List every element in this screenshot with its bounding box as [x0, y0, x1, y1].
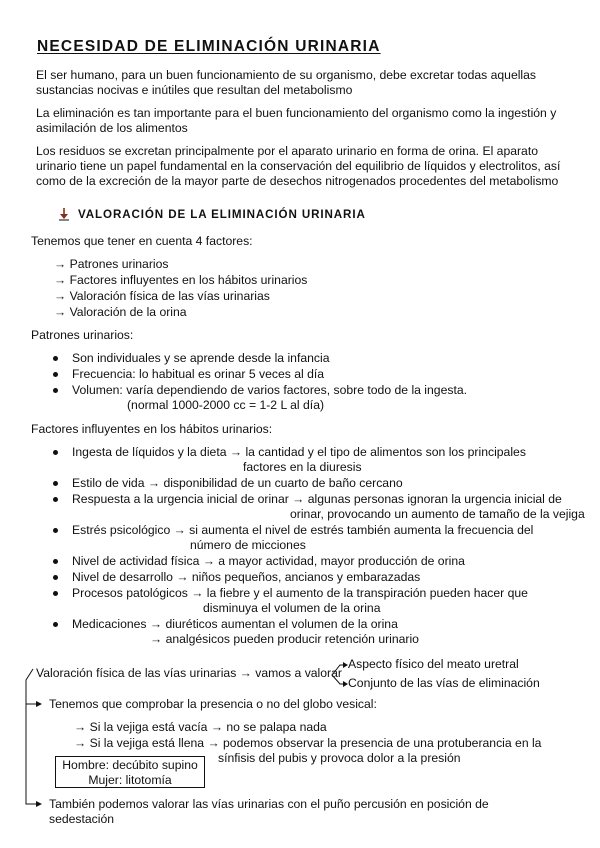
influyentes-item: Procesos patológicos → la fiebre y el aumento de la transpiración pueden hacer que — [72, 586, 528, 600]
valoracion-branch-a: Aspecto físico del meato uretral — [348, 657, 519, 671]
influyentes-item-cont: factores en la diuresis — [243, 460, 362, 474]
vejiga-vacia-line: → Si la vejiga está vacía → no se palapa nada — [74, 720, 327, 734]
factors-intro: Tenemos que tener en cuenta 4 factores: — [31, 234, 253, 248]
vejiga-llena-line: → Si la vejiga está llena → podemos observar la presencia de una protuberancia en la — [74, 736, 542, 750]
influyentes-item: Nivel de actividad física → a mayor actividad, mayor producción de orina — [72, 554, 465, 568]
factor-item: → Patrones urinarios — [54, 257, 169, 271]
patrones-item: Volumen: varía dependiendo de varios factores, sobre todo de la ingesta. — [72, 383, 467, 397]
patrones-item: Frecuencia: lo habitual es orinar 5 veces al día — [72, 367, 325, 381]
factor-item: → Valoración física de las vías urinarias — [54, 289, 270, 303]
factor-item: → Factores influyentes en los hábitos urinarios — [54, 273, 308, 287]
influyentes-heading: Factores influyentes en los hábitos urinarios: — [31, 422, 273, 436]
valoracion-branch-b: Conjunto de las vías de eliminación — [348, 676, 540, 690]
vejiga-llena-cont: sínfisis del pubis y provoca dolor a la presión — [218, 751, 461, 765]
intro-paragraph-1: El ser humano, para un buen funcionamiento de su organismo, debe excretar todas aquellas sustancias nocivas e inútiles que resultan del metabolismo — [36, 68, 537, 97]
box-line-hombre: Hombre: decúbito supino — [62, 758, 198, 772]
globo-vesical-line: Tenemos que comprobar la presencia o no del globo vesical: — [49, 697, 377, 711]
valoracion-fisica-main: Valoración física de las vías urinarias → vamos a valorar — [36, 666, 342, 680]
factor-item: → Valoración de la orina — [54, 305, 187, 319]
influyentes-item: Respuesta a la urgencia inicial de orinar → algunas personas ignoran la urgencia inicial de — [72, 492, 562, 506]
section-heading-text: VALORACIÓN DE LA ELIMINACIÓN URINARIA — [78, 207, 366, 221]
influyentes-item: Estilo de vida → disponibilidad de un cuarto de baño cercano — [72, 476, 403, 490]
puno-percusion-line: También podemos valorar las vías urinarias con el puño percusión en posición de — [49, 797, 489, 811]
intro-paragraph-2: La eliminación es tan importante para el buen funcionamiento del organismo como la ingestión y asimilación de los alimentos — [36, 106, 557, 135]
box-line-mujer: Mujer: litotomía — [88, 772, 172, 787]
influyentes-item: Estrés psicológico → si aumenta el nivel de estrés también aumenta la frecuencia del — [72, 523, 534, 537]
influyentes-item-cont: orinar, provocando un aumento de tamaño de la vejiga — [290, 507, 585, 521]
influyentes-item-cont: → analgésicos pueden producir retención urinario — [150, 632, 419, 646]
volumen-note: (normal 1000-2000 cc = 1-2 L al día) — [127, 398, 325, 412]
influyentes-item-cont: número de micciones — [190, 538, 306, 552]
puno-percusion-cont: sedestación — [49, 812, 115, 826]
patrones-heading: Patrones urinarios: — [31, 328, 134, 342]
patrones-item: Son individuales y se aprende desde la infancia — [72, 351, 330, 365]
position-box — [55, 756, 205, 788]
influyentes-item-cont: disminuya el volumen de la orina — [203, 601, 381, 615]
page-title: NECESIDAD DE ELIMINACIÓN URINARIA — [37, 38, 381, 55]
influyentes-item: Medicaciones → diuréticos aumentan el volumen de la orina — [72, 617, 398, 631]
influyentes-item: Ingesta de líquidos y la dieta → la cantidad y el tipo de alimentos son los principales — [72, 445, 526, 459]
influyentes-item: Nivel de desarrollo → niños pequeños, ancianos y embarazadas — [72, 570, 421, 584]
intro-paragraph-3: Los residuos se excretan principalmente por el aparato urinario en forma de orina. El aparato urinario tiene un papel fundamental en la conservación del equilibrio de líquidos y electrolitos, así como de la excreción de la mayor parte de desechos nitrogenados procedentes del metabolismo — [36, 144, 561, 188]
